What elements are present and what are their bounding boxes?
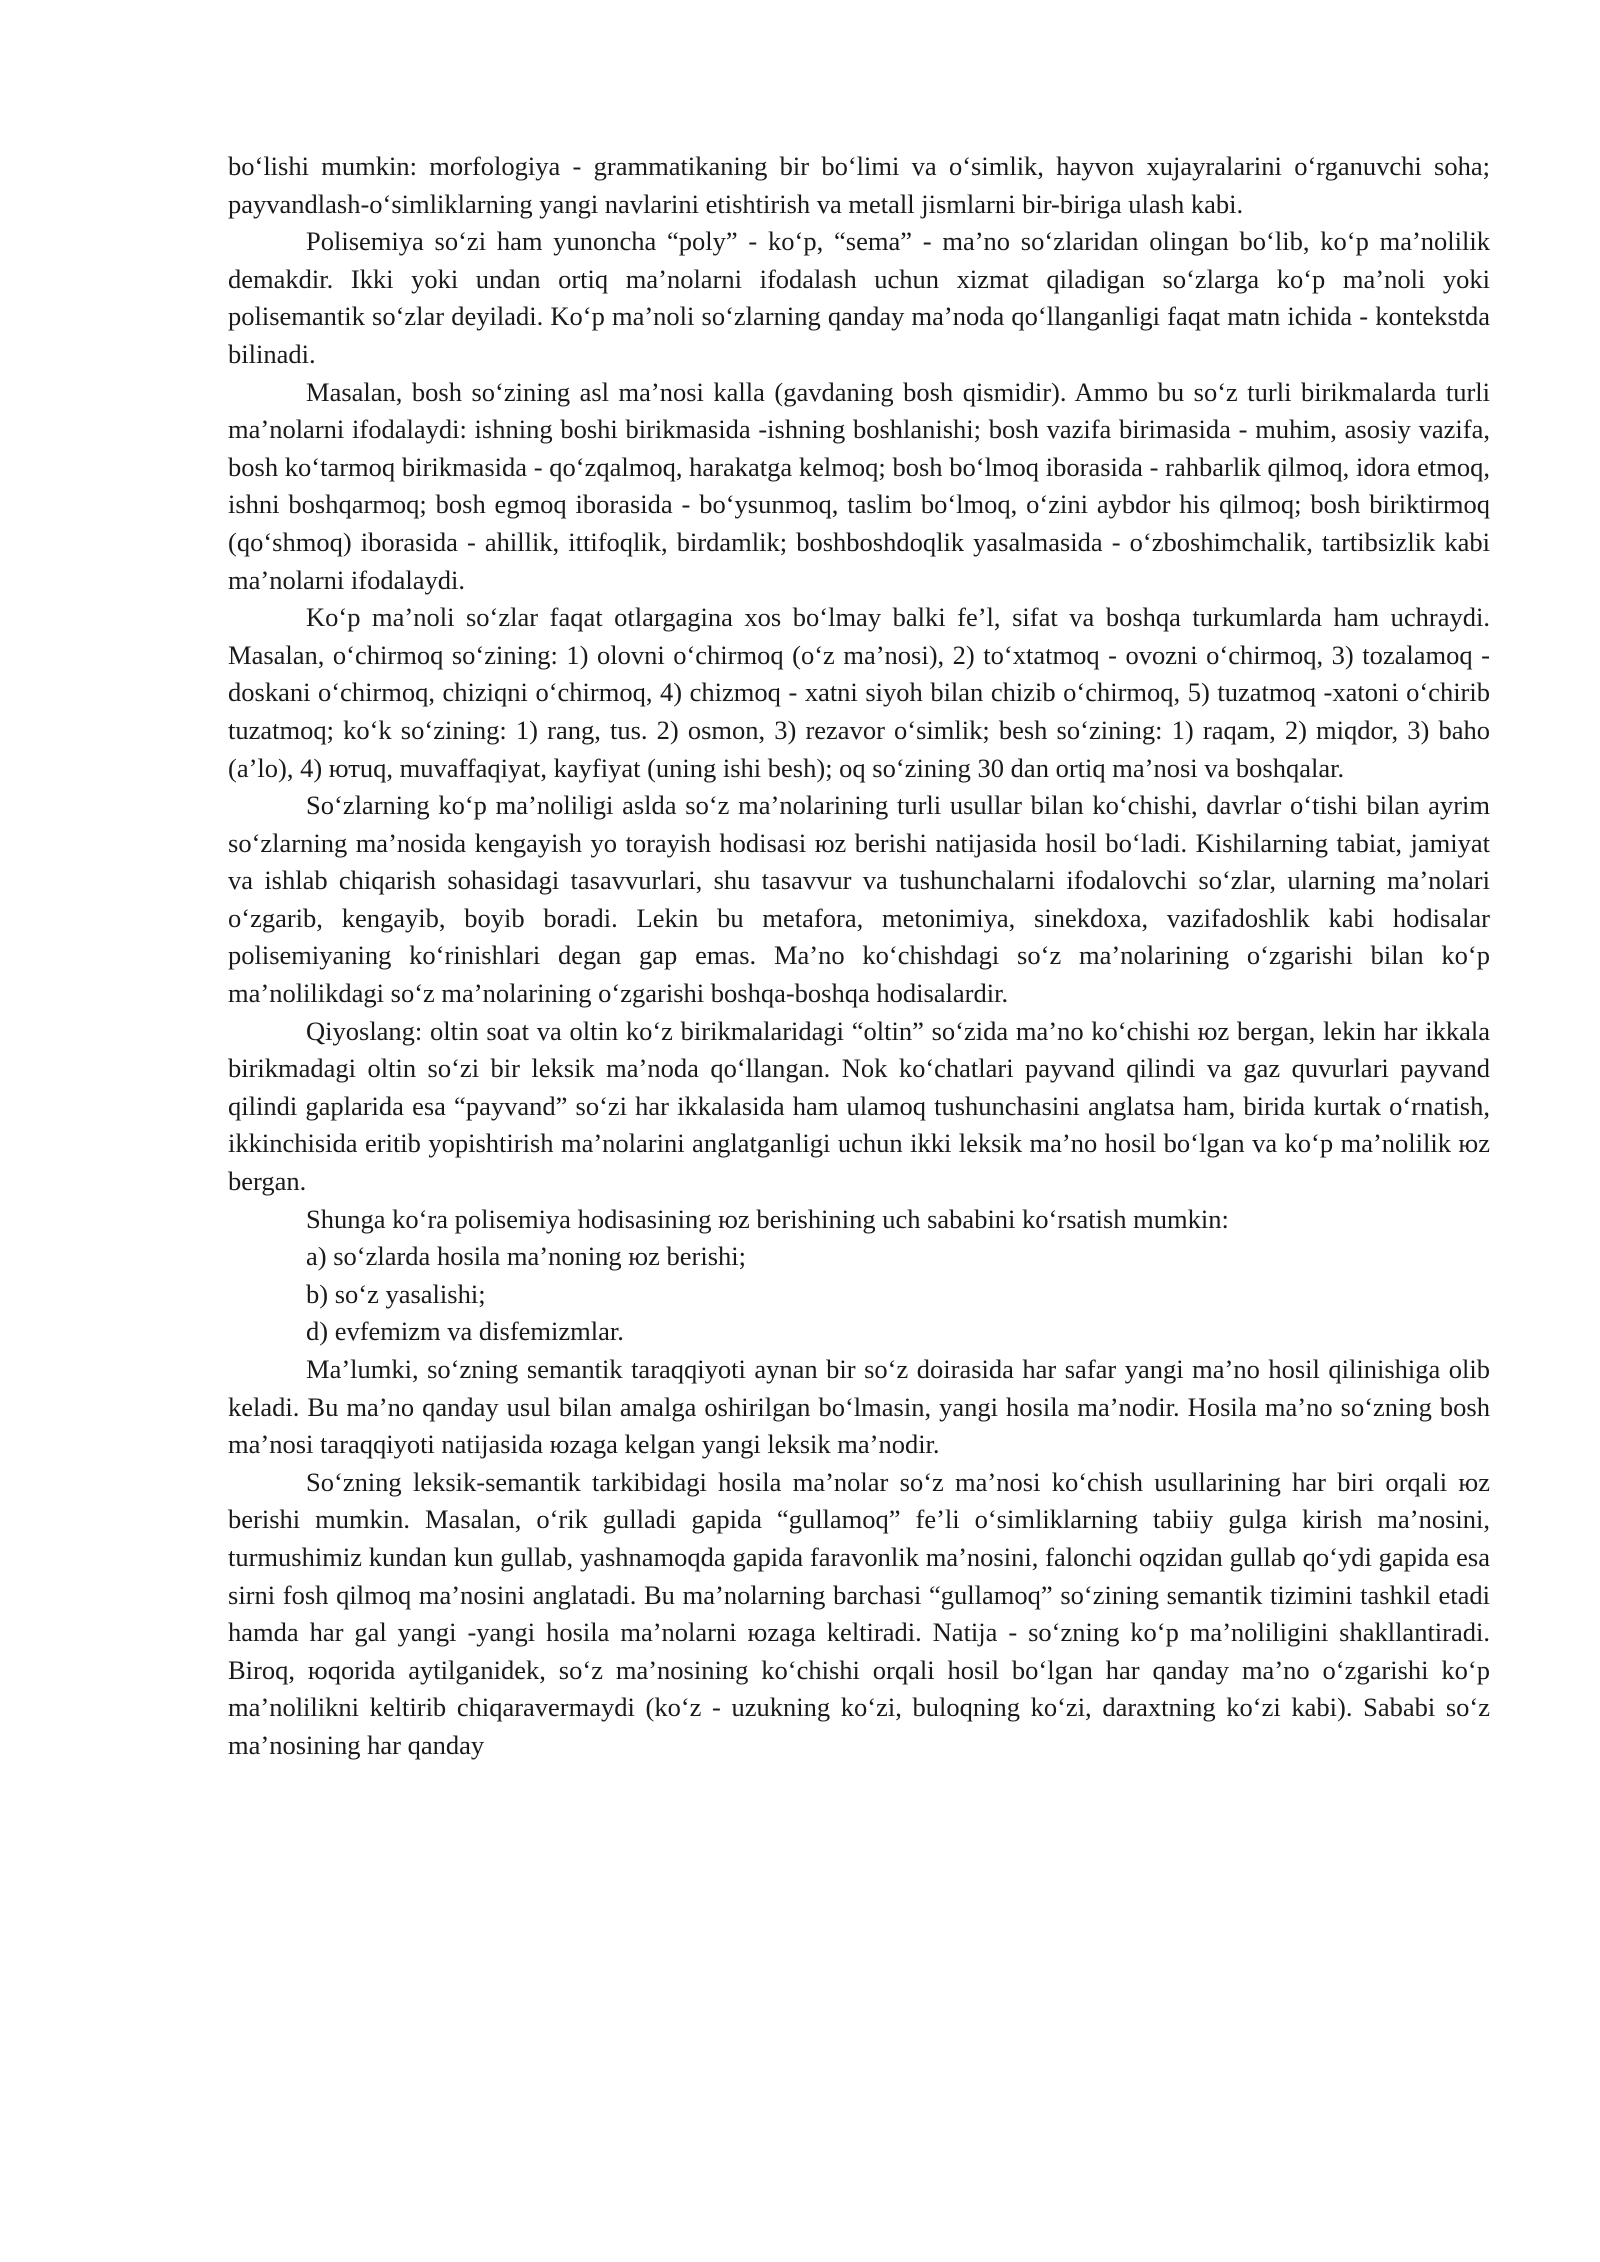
paragraph-meaning-development: So‘zlarning ko‘p ma’noliligi aslda so‘z ma’nolarining turli usullar bilan ko‘chishi, davrlar o‘tishi bilan ayrim so‘zlarning ma’nosida kengayish yo torayish hodisasi юz berishi natijasida hosil bo‘ladi. Kishilarning tabiat, jamiyat va ishlab chiqarish sohasidagi tasavvurlari, shu tasavvur va tushunchalarni ifodalovchi so‘zlar, ularning ma’nolari o‘zgarib, kengayib, boyib boradi. Lekin bu metafora, metonimiya, sinekdoxa, vazifadoshlik kabi hodisalar polisemiyaning ko‘rinishlari degan gap emas. Ma’no ko‘chishdagi so‘z ma’nolarining o‘zgarishi bilan ko‘p ma’nolilikdagi so‘z ma’nolarining o‘zgarishi boshqa-boshqa hodisalardir. bbox=[228, 790, 1490, 1009]
paragraph-polisemiya-definition: Polisemiya so‘zi ham yunoncha “poly” - ko‘p, “sema” - ma’no so‘zlaridan olingan bo‘lib, ko‘p ma’nolilik demakdir. Ikki yoki undan ortiq ma’nolarni ifodalash uchun xizmat qiladigan so‘zlarga ko‘p ma’noli yoki polisemantik so‘zlar deyiladi. Ko‘p ma’noli so‘zlarning qanday ma’noda qo‘llanganligi faqat matn ichida - kontekstda bilinadi. bbox=[228, 226, 1490, 369]
paragraph-reasons-intro: Shunga ko‘ra polisemiya hodisasining юz berishining uch sababini ko‘rsatish mumkin: bbox=[306, 1203, 1229, 1234]
paragraph-bosh-example: Masalan, bosh so‘zining asl ma’nosi kalla (gavdaning bosh qismidir). Ammo bu so‘z turli birikmalarda turli ma’nolarni ifodalaydi: ishning boshi birikmasida -ishning boshlanishi; bosh vazifa birimasida - muhim, asosiy vazifa, bosh ko‘tarmoq birikmasida - qo‘zqalmoq, harakatga kelmoq; bosh bo‘lmoq iborasida - rahbarlik qilmoq, idora etmoq, ishni boshqarmoq; bosh egmoq iborasida - bo‘ysunmoq, taslim bo‘lmoq, o‘zini aybdor his qilmoq; bosh biriktirmoq (qo‘shmoq) iborasida - ahillik, ittifoqlik, birdamlik; boshboshdoqlik yasalmasida - o‘zboshimchalik, tartibsizlik kabi ma’nolarni ifodalaydi. bbox=[228, 376, 1490, 595]
list-item: a) so‘zlarda hosila ma’noning юz berishi; bbox=[306, 1241, 746, 1272]
list-item: d) evfemizm va disfemizmlar. bbox=[306, 1316, 624, 1347]
paragraph-continuation: bo‘lishi mumkin: morfologiya - grammatikaning bir bo‘limi va o‘simlik, hayvon xujayralarini o‘rganuvchi soha; payvandlash-o‘simliklarning yangi navlarini etishtirish va metall jismlarni bir-biriga ulash kabi. bbox=[228, 151, 1490, 219]
paragraph-qiyoslang: Qiyoslang: oltin soat va oltin ko‘z birikmalaridagi “oltin” so‘zida ma’no ko‘chishi юz bergan, lekin har ikkala birikmadagi oltin so‘zi bir leksik ma’noda qo‘llangan. Nok ko‘chatlari payvand qilindi va gaz quvurlari payvand qilindi gaplarida esa “payvand” so‘zi har ikkalasida ham ulamoq tushunchasini anglatsa ham, birida kurtak o‘rnatish, ikkinchisida eritib yopishtirish ma’nolarini anglatganligi uchun ikki leksik ma’no hosil bo‘lgan va ko‘p ma’nolilik юz bergan. bbox=[228, 1015, 1490, 1197]
list-item: b) so‘z yasalishi; bbox=[306, 1278, 486, 1309]
paragraph-gullamoq-example: So‘zning leksik-semantik tarkibidagi hosila ma’nolar so‘z ma’nosi ko‘chish usullarining har biri orqali юz berishi mumkin. Masalan, o‘rik gulladi gapida “gullamoq” fe’li o‘simliklarning tabiiy gulga kirish ma’nosini, turmushimiz kundan kun gullab, yashnamoqda gapida faravonlik ma’nosini, falonchi oqzidan gullab qo‘ydi gapida esa sirni fosh qilmoq ma’nosini anglatadi. Bu ma’nolarning barchasi “gullamoq” so‘zining semantik tizimini tashkil etadi hamda har gal yangi -yangi hosila ma’nolarni юzaga keltiradi. Natija - so‘zning ko‘p ma’noliligini shakllantiradi. Biroq, юqorida aytilganidek, so‘z ma’nosining ko‘chishi orqali hosil bo‘lgan har qanday ma’no o‘zgarishi ko‘p ma’nolilikni keltirib chiqaravermaydi (ko‘z - uzukning ko‘zi, buloqning ko‘zi, daraxtning ko‘zi kabi). Sababi so‘z ma’nosining har qanday bbox=[228, 1466, 1490, 1760]
paragraph-parts-of-speech: Ko‘p ma’noli so‘zlar faqat otlargagina xos bo‘lmay balki fe’l, sifat va boshqa turkumlarda ham uchraydi. Masalan, o‘chirmoq so‘zining: 1) olovni o‘chirmoq (o‘z ma’nosi), 2) to‘xtatmoq - ovozni o‘chirmoq, 3) tozalamoq -doskani o‘chirmoq, chiziqni o‘chirmoq, 4) chizmoq - xatni siyoh bilan chizib o‘chirmoq, 5) tuzatmoq -xatoni o‘chirib tuzatmoq; ko‘k so‘zining: 1) rang, tus. 2) osmon, 3) rezavor o‘simlik; besh so‘zining: 1) raqam, 2) miqdor, 3) baho (a’lo), 4) ютuq, muvaffaqiyat, kayfiyat (uning ishi besh); oq so‘zining 30 dan ortiq ma’nosi va boshqalar. bbox=[228, 602, 1490, 783]
paragraph-hosila-mano: Ma’lumki, so‘zning semantik taraqqiyoti aynan bir so‘z doirasida har safar yangi ma’no hosil qilinishiga olib keladi. Bu ma’no qanday usul bilan amalga oshirilgan bo‘lmasin, yangi hosila ma’nodir. Hosila ma’no so‘zning bosh ma’nosi taraqqiyoti natijasida юzaga kelgan yangi leksik ma’nodir. bbox=[228, 1354, 1490, 1460]
document-page bbox=[228, 148, 1490, 1765]
